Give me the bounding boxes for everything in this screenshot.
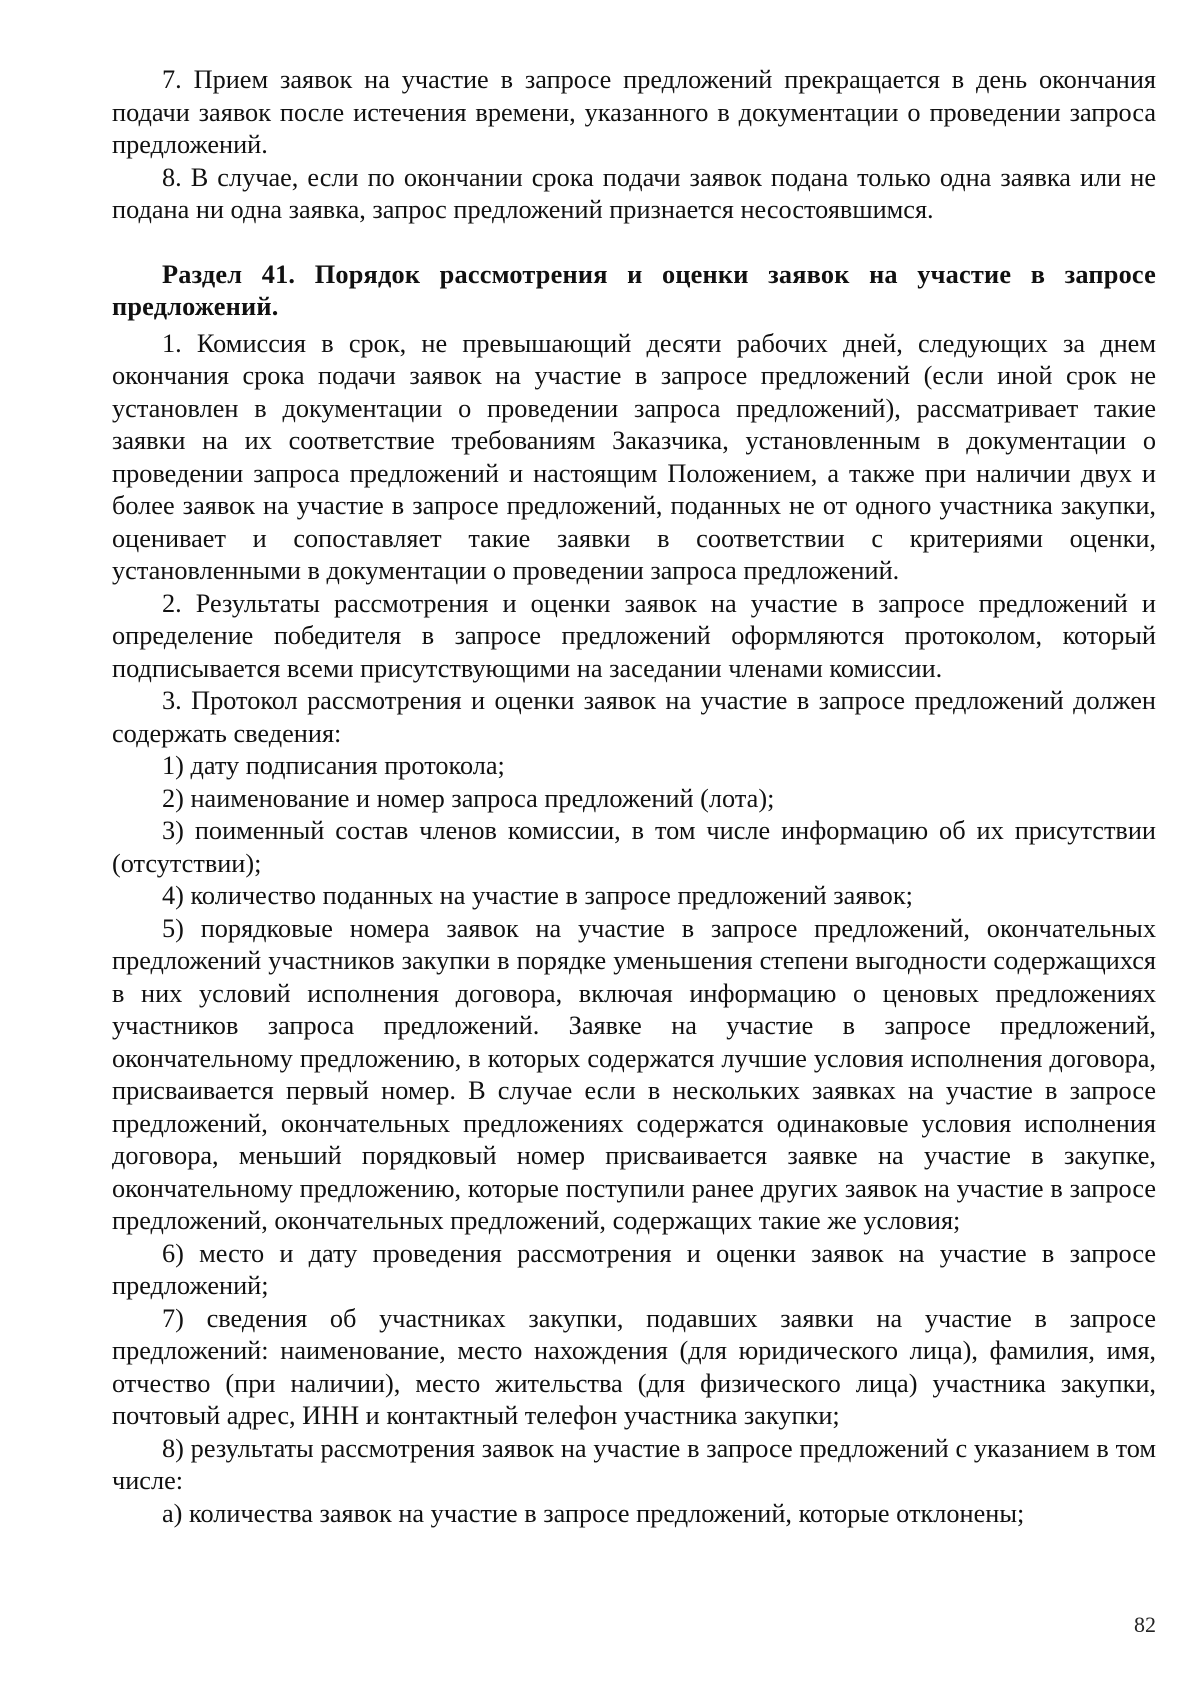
list-item-4-applications-count: 4) количество поданных на участие в запросе предложений заявок; xyxy=(162,881,913,910)
paragraph-8-failed-request: 8. В случае, если по окончании срока подачи заявок подана только одна заявка или не подана ни одна заявка, запрос предложений признается несостоявшимся. xyxy=(112,162,1156,224)
paragraph-1-commission-review: 1. Комиссия в срок, не превышающий десяти рабочих дней, следующих за днем окончания срока подачи заявок на участие в запросе предложений (если иной срок не установлен в документации о проведении запроса предложений), рассматривает такие заявки на их соответствие требованиям Заказчика, установленным в документации о проведении запроса предложений и настоящим Положением, а также при наличии двух и более заявок на участие в запросе предложений, поданных не от одного участника закупки, оценивает и сопоставляет такие заявки в соответствии с критериями оценки, установленными в документации о проведении запроса предложений. xyxy=(112,328,1156,585)
list-item-7-participants-info: 7) сведения об участниках закупки, подавших заявки на участие в запросе предложений: наименование, место нахождения (для юридического лица), фамилия, имя, отчество (при наличии), место жительства (для физического лица) участника закупки, почтовый адрес, ИНН и контактный телефон участника закупки; xyxy=(112,1303,1156,1430)
page-number: 82 xyxy=(1134,1612,1156,1637)
document-page xyxy=(112,64,1156,1530)
list-item-2-name-number: 2) наименование и номер запроса предложений (лота); xyxy=(162,783,775,813)
paragraph-3-protocol-contents: 3. Протокол рассмотрения и оценки заявок на участие в запросе предложений должен содержать сведения: xyxy=(112,686,1156,748)
list-item-a-rejected-count: а) количества заявок на участие в запросе предложений, которые отклонены; xyxy=(162,1498,1025,1528)
paragraph-7-submission-close: 7. Прием заявок на участие в запросе предложений прекращается в день окончания подачи заявок после истечения времени, указанного в документации о проведении запроса предложений. xyxy=(112,65,1156,159)
list-item-1-date: 1) дату подписания протокола; xyxy=(162,751,505,780)
section-heading: Раздел 41. Порядок рассмотрения и оценки заявок на участие в запросе предложений. xyxy=(112,259,1156,321)
list-item-8-review-results: 8) результаты рассмотрения заявок на участие в запросе предложений с указанием в том числе: xyxy=(112,1433,1156,1495)
list-item-6-place-date: 6) место и дату проведения рассмотрения и оценки заявок на участие в запросе предложений; xyxy=(112,1238,1156,1300)
list-item-3-commission-members: 3) поименный состав членов комиссии, в том числе информацию об их присутствии (отсутствии); xyxy=(112,816,1156,878)
list-item-5-ordinal-numbers: 5) порядковые номера заявок на участие в запросе предложений, окончательных предложений участников закупки в порядке уменьшения степени выгодности содержащихся в них условий исполнения договора, включая информацию о ценовых предложениях участников запроса предложений. Заявке на участие в запросе предложений, окончательному предложению, в которых содержатся лучшие условия исполнения договора, присваивается первый номер. В случае если в нескольких заявках на участие в запросе предложений, окончательных предложениях содержатся одинаковые условия исполнения договора, меньший порядковый номер присваивается заявке на участие в закупке, окончательному предложению, которые поступили ранее других заявок на участие в запросе предложений, окончательных предложений, содержащих такие же условия; xyxy=(112,913,1156,1235)
paragraph-2-results-protocol: 2. Результаты рассмотрения и оценки заявок на участие в запросе предложений и определение победителя в запросе предложений оформляются протоколом, который подписывается всеми присутствующими на заседании членами комиссии. xyxy=(112,588,1156,683)
